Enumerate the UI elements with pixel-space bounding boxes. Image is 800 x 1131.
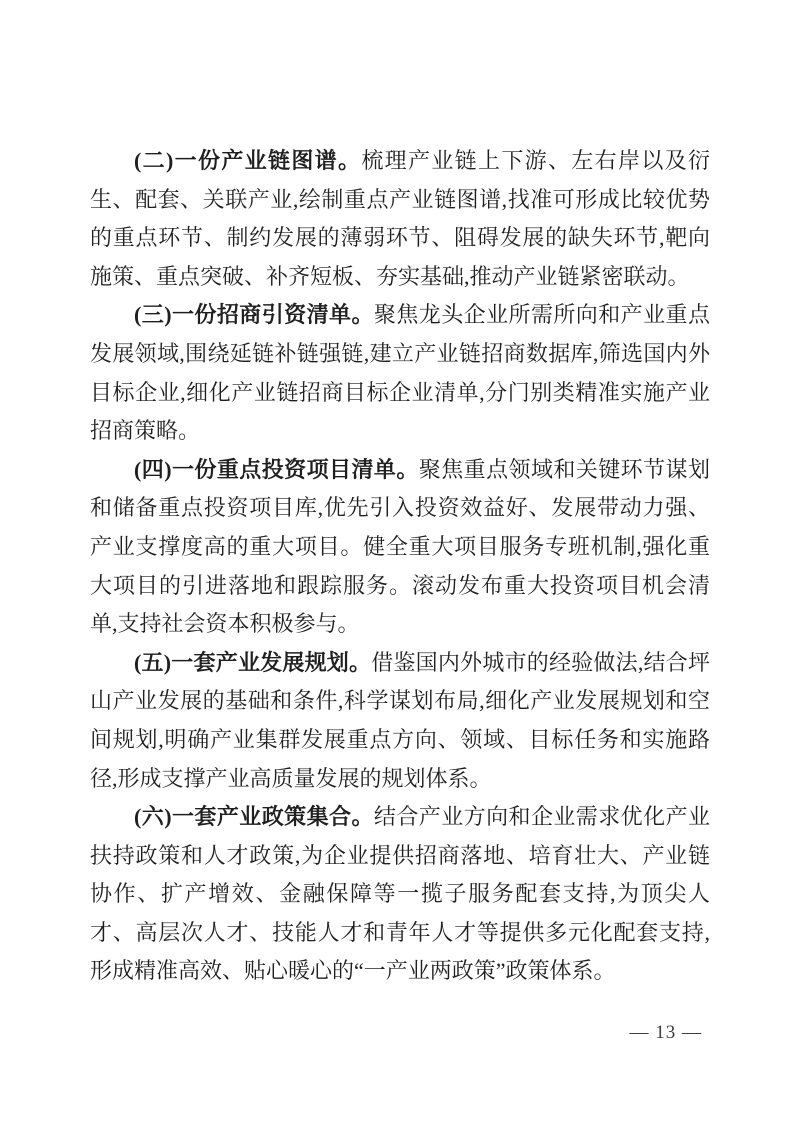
paragraph-heading: (六)一套产业政策集合。 bbox=[134, 804, 374, 830]
paragraph bbox=[90, 798, 710, 991]
paragraph-heading: (四)一份重点投资项目清单。 bbox=[134, 456, 419, 482]
paragraph bbox=[90, 644, 710, 798]
paragraph-heading: (二)一份产业链图谱。 bbox=[134, 148, 362, 173]
paragraph-text: 结合产业方向和企业需求优化产业扶持政策和人才政策,为企业提供招商落地、培育壮大、产业链协作、扩产增效、金融保障等一揽子服务配套支持,为顶尖人才、高层次人才、技能人才和青年人才等提供多元化配套支持,形成精准高效、贴心暖心的“一产业两政策”政策体系。 bbox=[90, 804, 710, 984]
paragraph-text: 聚焦重点领域和关键环节谋划和储备重点投资项目库,优先引入投资效益好、发展带动力强、产业支撑度高的重大项目。健全重大项目服务专班机制,强化重大项目的引进落地和跟踪服务。滚动发布重大投资项目机会清单,支持社会资本积极参与。 bbox=[90, 456, 710, 637]
paragraph bbox=[90, 451, 710, 644]
paragraph-text: 借鉴国内外城市的经验做法,结合坪山产业发展的基础和条件,科学谋划布局,细化产业发展规划和空间规划,明确产业集群发展重点方向、领域、目标任务和实施路径,形成支撑产业高质量发展的规划体系。 bbox=[90, 649, 710, 791]
paragraph-heading: (三)一份招商引资清单。 bbox=[134, 302, 374, 328]
paragraph-text: 聚焦龙头企业所需所向和产业重点发展领域,围绕延链补链强链,建立产业链招商数据库,筛选国内外目标企业,细化产业链招商目标企业清单,分门别类精准实施产业招商策略。 bbox=[90, 302, 710, 444]
document-body bbox=[90, 142, 710, 991]
page-number: — 13 — bbox=[629, 1022, 702, 1043]
paragraph bbox=[90, 142, 710, 296]
paragraph-text: 梳理产业链上下游、左右岸以及衍生、配套、关联产业,绘制重点产业链图谱,找准可形成比较优势的重点环节、制约发展的薄弱环节、阻碍发展的缺失环节,靶向施策、重点突破、补齐短板、夯实基础,推动产业链紧密联动。 bbox=[90, 148, 710, 289]
paragraph bbox=[90, 296, 710, 450]
paragraph-heading: (五)一套产业发展规划。 bbox=[134, 649, 372, 675]
